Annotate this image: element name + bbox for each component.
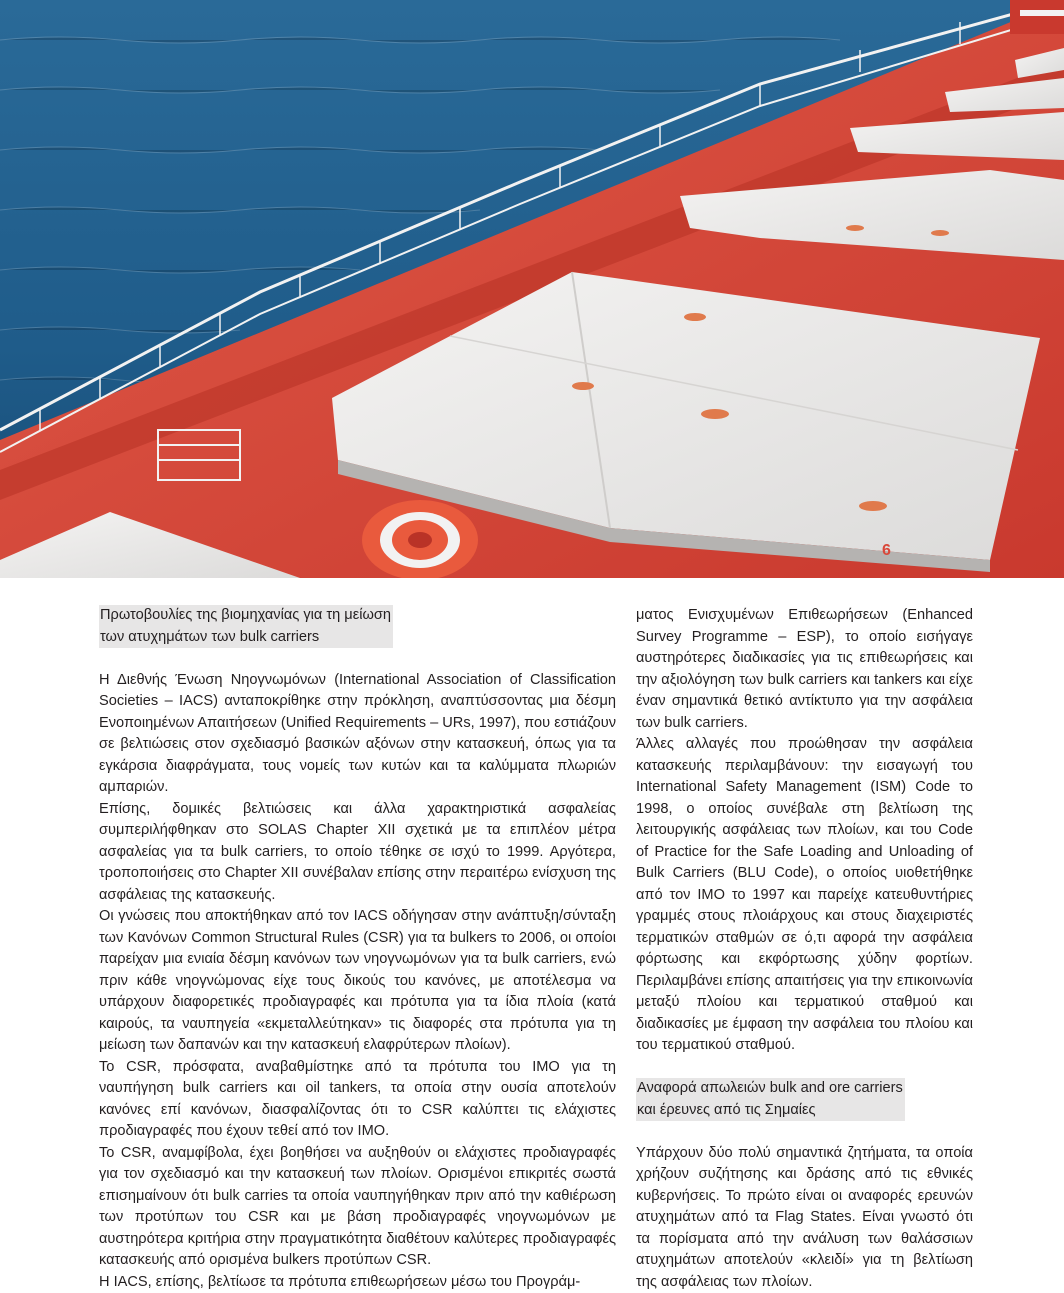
paragraph: Το CSR, αναμφίβολα, έχει βοηθήσει να αυξηθούν οι ελάχιστες προδιαγραφές για τον σχεδιασμό και την κατασκευή των πλοίων. Ορισμένοι επικριτές σωστά επισημαίνουν ότι bulk carries τα οποία ναυπηγήθηκαν πριν από την καθιέρωση των προτύπων του CSR και με βάση προδιαγραφές νηογνωμόνων με αυστηρότερα κριτήρια στην πραγματικότητα διαθέτουν καλύτερες προδιαγραφές κατασκευής από ορισμένα bulkers προτύπων CSR.	[99, 1143, 616, 1272]
heading-line: Αναφορά απωλειών bulk and ore carriers	[637, 1078, 903, 1100]
heading-line: και έρευνες από τις Σημαίες	[637, 1100, 903, 1122]
right-column	[636, 605, 973, 1293]
paragraph: ματος Ενισχυμένων Επιθεωρήσεων (Enhanced Survey Programme – ESP), το οποίο εισήγαγε αυστηρότερες διαδικασίες για τις επιθεωρήσεις και την αξιολόγηση των bulk carriers και tankers και είχε έναν σημαντικά θετικό αντίκτυπο για την ασφάλεια των bulk carriers.	[636, 605, 973, 734]
paragraph: Επίσης, δομικές βελτιώσεις και άλλα χαρακτηριστικά ασφαλείας συμπεριλήφθηκαν στο SOLAS Chapter XII σχετικά με τα επιπλέον μέτρα ασφαλείας για τα bulk carriers, το οποίο τέθηκε σε ισχύ το 1999. Αργότερα, τροποποιήσεις στο Chapter XII συνέβαλαν επίσης στην περαιτέρω ενίσχυση της ασφάλειας της κατασκευής.	[99, 799, 616, 907]
ship-illustration	[0, 0, 1064, 578]
paragraph: Υπάρχουν δύο πολύ σημαντικά ζητήματα, τα οποία χρήζουν συζήτησης και δράσης από τις εθνικές κυβερνήσεις. Το πρώτο είναι οι αναφορές ερευνών ατυχημάτων από τα Flag States. Είναι γνωστό ότι τα πορίσματα από την ανάλυση των θαλάσσιων ατυχημάτων αποτελούν «κλειδί» για τη βελτίωση της ασφάλειας των πλοίων.	[636, 1143, 973, 1293]
paragraph: Οι γνώσεις που αποκτήθηκαν από τον IACS οδήγησαν στην ανάπτυξη/σύνταξη των Κανόνων Common Structural Rules (CSR) για τα bulkers το 2006, οι οποίοι παρείχαν μια ενιαία δέσμη κανόνων των νηογνωμόνων για τα bulk carriers, ενώ πριν κάθε νηογνώμονας είχε τους δικούς του κανόνες, με αποτέλεσμα να υπάρχουν διαφορετικές προδιαγραφές και πρότυπα για τα ίδια πλοία (κατά καιρούς, τα ναυπηγεία «εκμεταλλεύτηκαν» τις διαφορές στα πρότυπα για τη μείωση των δαπανών και την κατασκευή ελαφρύτερων πλοίων).	[99, 906, 616, 1057]
section-heading-industry-initiatives	[99, 605, 393, 648]
left-column	[99, 605, 616, 1293]
heading-line: των ατυχημάτων των bulk carriers	[100, 627, 391, 649]
heading-line: Πρωτοβουλίες της βιομηχανίας για τη μείωση	[100, 605, 391, 627]
paragraph: Η IACS, επίσης, βελτίωσε τα πρότυπα επιθεωρήσεων μέσω του Προγράμ-	[99, 1272, 616, 1293]
hose-reel	[362, 500, 478, 578]
paragraph: Άλλες αλλαγές που προώθησαν την ασφάλεια κατασκευής περιλαμβάνουν: την εισαγωγή του International Safety Management (ISM) Code το 1998, ο οποίος συνέβαλε στη βελτίωση της λειτουργικής ασφάλειας των πλοίων, και του Code of Practice for the Safe Loading and Unloading of Bulk Carriers (BLU Code), ο οποίος υιοθετήθηκε από τον IMO το 1997 και παρείχε κατευθυντήριες γραμμές στους πλοιάρχους και στους διαχειριστές τερματικών σταθμών σε ό,τι αφορά την ασφάλεια φόρτωσης και εκφόρτωσης χύδην φορτίων. Περιλαμβάνει επίσης απαιτήσεις για την επικοινωνία μεταξύ πλοίου και τερματικού σταθμού και διαδικασίες με έμφαση την ασφάλεια του πλοίου και του τερματικού σταθμού.	[636, 734, 973, 1057]
section-heading-loss-reports	[636, 1078, 905, 1121]
bridge-structure	[1010, 0, 1064, 34]
bulk-carrier-deck-photo	[0, 0, 1064, 578]
paragraph: Το CSR, πρόσφατα, αναβαθμίστηκε από τα πρότυπα του IMO για τη ναυπήγηση bulk carriers και oil tankers, τα οποία στην ουσία αποτελούν κανόνες επί κανόνων, διασφαλίζοντας ότι το CSR καλύπτει τις ελάχιστες προδιαγραφές που έχουν τεθεί από τον IMO.	[99, 1057, 616, 1143]
paragraph: Η Διεθνής Ένωση Νηογνωμόνων (International Association of Classification Societies – IACS) ανταποκρίθηκε στην πρόκληση, αναπτύσσοντας μια δέσμη Ενοποιημένων Απαιτήσεων (Unified Requirements – URs, 1997), που εστιάζουν σε βελτιώσεις στον σχεδιασμό βασικών αξόνων στην κατασκευή, όπως για τα εγκάρσια διαφράγματα, τους νομείς των κυτών και τα καλύμματα πλωριών αμπαριών.	[99, 670, 616, 799]
hatch-number: 6	[882, 542, 891, 559]
